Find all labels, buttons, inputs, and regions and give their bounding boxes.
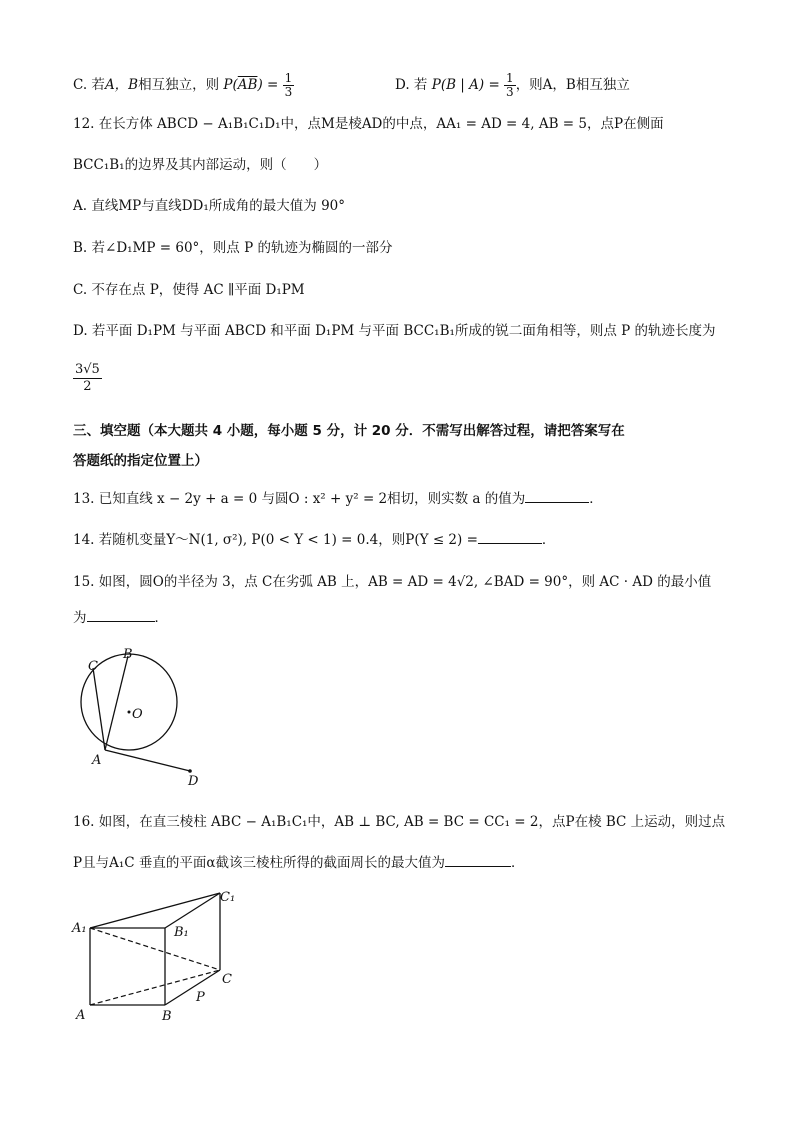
q13-answer-blank[interactable] bbox=[525, 490, 589, 503]
q16-text-line1: 16. 如图，在直三棱柱 ABC − A₁B₁C₁中，AB ⊥ BC, AB = BC = CC₁ = 2，点P在棱 BC 上运动，则过点 bbox=[73, 814, 726, 830]
q16-hidden-diagonal-a1c bbox=[90, 928, 220, 970]
q11-option-c bbox=[73, 72, 294, 99]
q15-point-d bbox=[188, 769, 192, 773]
q14-answer-blank[interactable] bbox=[478, 531, 542, 544]
q15-label-a: A bbox=[92, 753, 102, 768]
q12-stem-line1: 12. 在长方体 ABCD − A₁B₁C₁D₁中，点M是棱AD的中点，AA₁ = AD = 4, AB = 5，点P在侧面 bbox=[73, 116, 664, 132]
q16-label-c1: C₁ bbox=[220, 890, 236, 905]
q11-c-prefix: C. 若 bbox=[73, 77, 105, 93]
q16-edge-a1c1 bbox=[90, 893, 220, 928]
section3-title-line1: 三、填空题（本大题共 4 小题，每小题 5 分，计 20 分．不需写出解答过程，请把答案写在 bbox=[73, 423, 625, 439]
q15-label-c: C bbox=[88, 659, 98, 674]
q15-end: ． bbox=[154, 610, 168, 626]
q11-d-frac-den: 3 bbox=[506, 85, 514, 99]
q15-text-line1: 15. 如图，圆O的半径为 3，点 C在劣弧 AB 上，AB = AD = 4√2, ∠BAD = 90°，则 AC · AD 的最小值 bbox=[73, 574, 712, 590]
q15-stem-end: 为 bbox=[73, 610, 87, 626]
q15-answer-blank[interactable] bbox=[87, 609, 155, 622]
q14-text bbox=[73, 530, 555, 550]
q16-label-a1: A₁ bbox=[72, 921, 87, 936]
q15-label-o: O bbox=[132, 707, 143, 722]
q11-d-prefix: D. 若 bbox=[395, 77, 428, 93]
section3-title-line2: 答题纸的指定位置上） bbox=[73, 453, 208, 469]
q14-end: ． bbox=[541, 532, 556, 548]
q11-d-formula: P(B | A) = bbox=[431, 77, 505, 93]
q12-option-c: C. 不存在点 P，使得 AC ∥平面 D₁PM bbox=[73, 282, 305, 298]
q16-edge-b1c1 bbox=[165, 893, 220, 928]
q16-label-p: P bbox=[196, 990, 205, 1005]
q15-label-b: B bbox=[123, 647, 133, 662]
q16-end: ． bbox=[510, 855, 525, 871]
q11-d-suffix: ，则A，B相互独立 bbox=[515, 77, 630, 93]
q12-option-a: A. 直线MP与直线DD₁所成角的最大值为 90° bbox=[73, 198, 346, 214]
q15-text-line2 bbox=[73, 608, 168, 628]
q11-c-suffix: 相互独立，则 bbox=[138, 77, 220, 93]
q16-label-b1: B₁ bbox=[174, 925, 189, 940]
q15-label-d: D bbox=[188, 774, 199, 789]
q16-stem: P且与A₁C 垂直的平面α截该三棱柱所得的截面周长的最大值为 bbox=[73, 855, 445, 871]
q16-label-a: A bbox=[76, 1008, 86, 1023]
q16-edge-bc bbox=[165, 970, 220, 1005]
q16-answer-blank[interactable] bbox=[445, 854, 511, 867]
q15-segment-ac bbox=[93, 668, 105, 750]
q14-stem: 14. 若随机变量Y～N(1, σ²), P(0 < Y < 1) = 0.4，则P(Y ≤ 2) = bbox=[73, 532, 478, 548]
q11-c-fraction bbox=[283, 72, 295, 99]
q11-c-formula: $P(\overline{AB})$ = bbox=[223, 77, 283, 93]
q16-text-line2 bbox=[73, 853, 524, 873]
q11-c-frac-num: 1 bbox=[284, 71, 293, 85]
q12-d-frac-num: 3√5 bbox=[75, 362, 100, 377]
q12-option-d: D. 若平面 D₁PM 与平面 ABCD 和平面 D₁PM 与平面 BCC₁B₁所成的锐二面角相等，则点 P 的轨迹长度为 bbox=[73, 323, 716, 339]
q11-d-frac-num: 1 bbox=[506, 71, 514, 85]
q12-d-frac-den: 2 bbox=[83, 379, 92, 394]
q16-label-b: B bbox=[162, 1009, 172, 1024]
q15-segment-ab bbox=[105, 656, 128, 750]
q16-prism-figure bbox=[70, 885, 250, 1025]
q13-end: ． bbox=[589, 491, 603, 507]
q12-option-b: B. 若∠D₁MP = 60°，则点 P 的轨迹为椭圆的一部分 bbox=[73, 240, 393, 256]
q13-stem: 13. 已知直线 x − 2y + a = 0 与圆O : x² + y² = 2相切，则实数 a 的值为 bbox=[73, 491, 526, 507]
q11-d-fraction bbox=[504, 72, 516, 99]
q12-stem-line2: BCC₁B₁的边界及其内部运动，则（ ） bbox=[73, 157, 328, 173]
q15-point-o bbox=[128, 711, 131, 714]
q13-text bbox=[73, 489, 603, 509]
q15-circle-figure bbox=[70, 640, 220, 790]
q12-option-d-answer bbox=[73, 362, 102, 395]
q11-c-frac-den: 3 bbox=[284, 85, 293, 99]
q11-option-d bbox=[395, 72, 630, 99]
q11-c-events: A，B bbox=[104, 77, 139, 93]
q16-label-c: C bbox=[222, 972, 232, 987]
q12-d-fraction bbox=[73, 362, 102, 395]
q15-segment-ad bbox=[105, 750, 190, 771]
